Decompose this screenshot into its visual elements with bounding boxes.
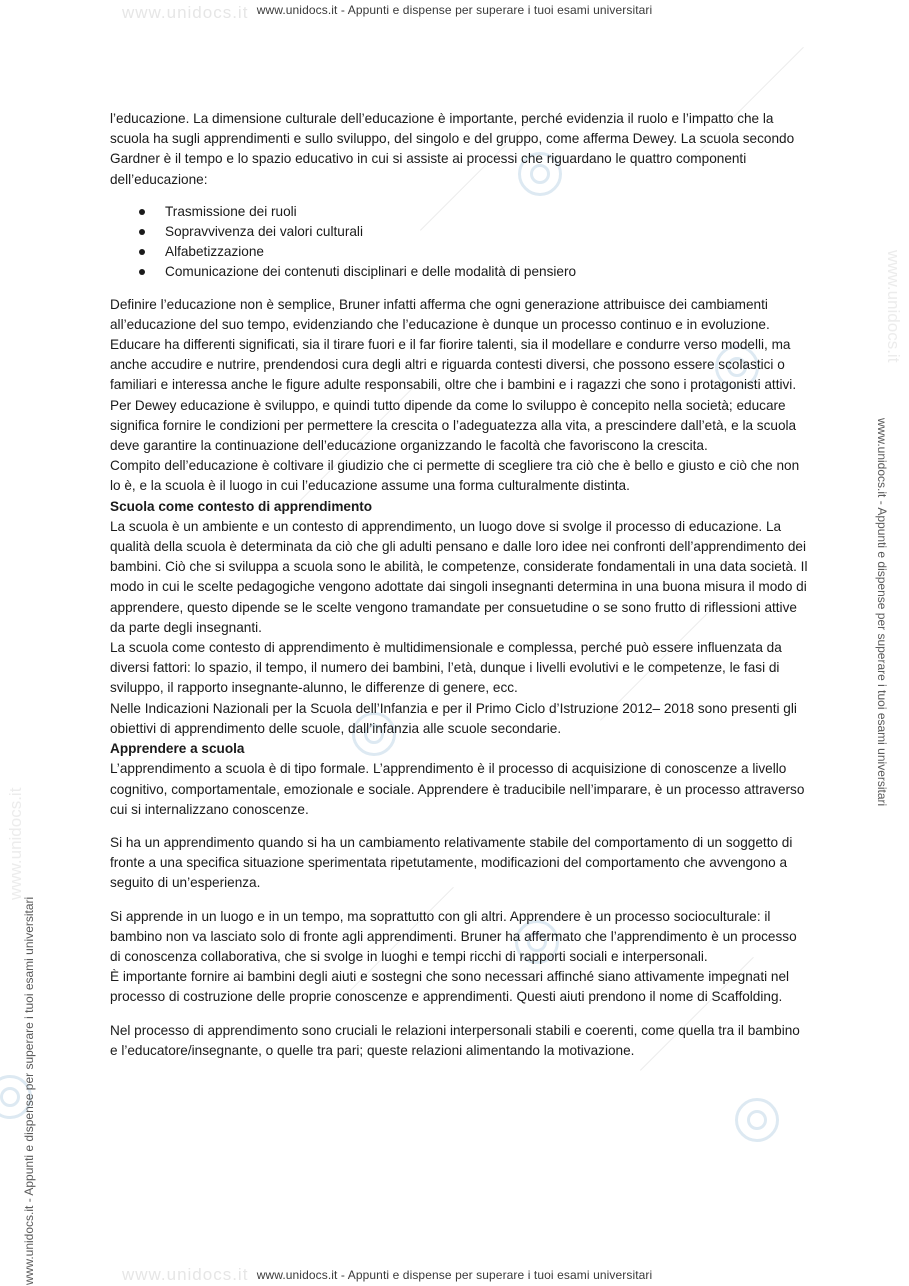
paragraph: Definire l’educazione non è semplice, Bruner infatti afferma che ogni generazione attribuisce dei cambiamenti all’educazione del suo tempo, evidenziando che l’educazione è dunque un processo continuo e in evoluzione. [110,296,770,332]
bullet-list [110,202,810,283]
paragraph: La scuola come contesto di apprendimento è multidimensionale e complessa, perché può essere influenzata da diversi fattori: lo spazio, il tempo, il numero dei bambini, l’età, dunque i livelli evolutivi e le competenze, le fasi di sviluppo, il rapporto insegnante-alunno, le differenze di genere, ecc. [110,640,782,696]
watermark-logo-icon [735,1098,779,1142]
watermark-header: www.unidocs.it - Appunti e dispense per superare i tuoi esami universitari [256,3,653,17]
watermark-right-margin: www.unidocs.it - Appunti e dispense per superare i tuoi esami universitari [875,418,889,807]
paragraph: Nel processo di apprendimento sono cruciali le relazioni interpersonali stabili e coerenti, come quella tra il bambino e l’educatore/insegnante, o quelle tra pari; queste relazioni alimentando la motivazione. [110,1022,800,1058]
document-body [110,109,810,1061]
paragraph: La scuola è un ambiente e un contesto di apprendimento, un luogo dove si svolge il processo di educazione. La qualità della scuola è determinata da ciò che gli adulti pensano e dalle loro idee nei confronti dell’apprendimento dei bambini. Ciò che si sviluppa a scuola sono le abilità, le competenze, considerate fondamentali in una data società. Il modo in cui le scelte pedagogiche vengono adottate dai singoli insegnanti determina in una buona misura il modo di apprendere, questo dipende se le scelte vengono tramandate per consuetudine o se sono frutto di riflessioni attive da parte degli insegnanti. [110,518,808,635]
watermark-footer: www.unidocs.it - Appunti e dispense per superare i tuoi esami universitari [256,1268,653,1282]
paragraph-gap [110,820,810,833]
list-item: Alfabetizzazione [165,242,810,262]
paragraph: Educare ha differenti significati, sia il tirare fuori e il far fiorire talenti, sia il modellare e condurre verso modelli, ma anche accudire e nutrire, prendendosi cura degli altri e riguarda contesti diversi, che possono essere scolastici o familiari e interessa anche le figure adulte responsabili, oltre che i bambini e i ragazzi che sono i protagonisti attivi. Per Dewey educazione è sviluppo, e quindi tutto dipende da come lo sviluppo è concepito nella società; educare significa fornire le condizioni per permettere la crescita o l’adeguatezza alla vita, a prescindere dall’età, e la scuola deve garantire la continuazione dell’educazione organizzando le facoltà che favoriscono la crescita. [110,337,797,454]
section-heading: Apprendere a scuola [110,741,245,757]
watermark-ghost-top: www.unidocs.it [122,3,249,22]
paragraph: l’educazione. La dimensione culturale dell’educazione è importante, perché evidenzia il ruolo e l’impatto che la scuola ha sugli apprendimenti e sullo sviluppo, del singolo e del gruppo, come afferma Dewey. La scuola secondo Gardner è il tempo e lo spazio educativo in cui si assiste ai processi che riguardano le quattro componenti dell’educazione: [110,111,795,187]
paragraph: È importante fornire ai bambini degli aiuti e sostegni che sono necessari affinché siano attivamente impegnati nel processo di costruzione delle proprie conoscenze e apprendimenti. Questi aiuti prendono il nome di Scaffolding. [110,969,790,1005]
paragraph: L’apprendimento a scuola è di tipo formale. L’apprendimento è il processo di acquisizione di conoscenze a livello cognitivo, comportamentale, emozionale e sociale. Apprendere è traducibile nell’imparare, è un processo attraverso cui si internalizzano conoscenze. [110,761,805,817]
list-item: Comunicazione dei contenuti disciplinari e delle modalità di pensiero [165,262,810,282]
paragraph: Si apprende in un luogo e in un tempo, ma soprattutto con gli altri. Apprendere è un processo socioculturale: il bambino non va lasciato solo di fronte agli apprendimenti. Bruner ha affermato che l’apprendimento è un processo di conoscenza collaborativa, che si svolge in luoghi e tempi ricchi di rapporti sociali e interpersonali. [110,908,797,964]
paragraph: Si ha un apprendimento quando si ha un cambiamento relativamente stabile del comportamento di un soggetto di fronte a una specifica situazione sperimentata ripetutamente, modificazioni del comportamento che avvengono a seguito di un’esperienza. [110,834,793,891]
watermark-left-margin: www.unidocs.it - Appunti e dispense per superare i tuoi esami universitari [22,896,36,1285]
watermark-ghost-bottom: www.unidocs.it [122,1265,249,1284]
list-item: Trasmissione dei ruoli [165,202,810,222]
paragraph-gap [110,1008,810,1021]
section-heading: Scuola come contesto di apprendimento [110,498,373,514]
watermark-ghost-right: www.unidocs.it [884,250,903,363]
paragraph: Compito dell’educazione è coltivare il giudizio che ci permette di scegliere tra ciò che è bello e giusto e ciò che non lo è, e la scuola è il luogo in cui l’educazione assume una forma culturalmente distinta. [110,458,800,494]
watermark-ghost-left: www.unidocs.it [6,787,25,900]
list-item: Sopravvivenza dei valori culturali [165,222,810,242]
paragraph-gap [110,894,810,907]
paragraph: Nelle Indicazioni Nazionali per la Scuola dell’Infanzia e per il Primo Ciclo d’Istruzione 2012– 2018 sono presenti gli obiettivi di apprendimento delle scuole, dall’infanzia alle scuole secondarie. [110,700,797,736]
